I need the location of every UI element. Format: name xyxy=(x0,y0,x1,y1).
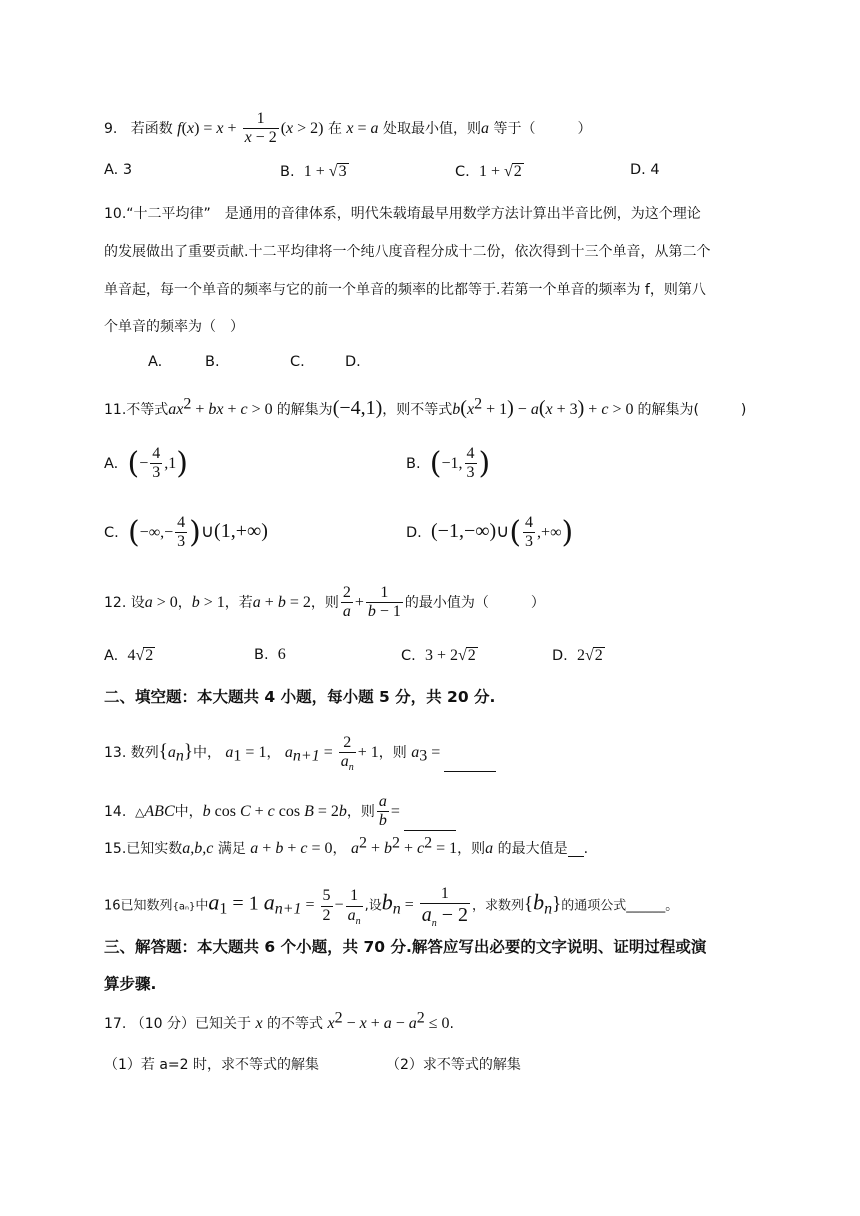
q9-text-mid: 在 xyxy=(327,120,342,137)
q10-option-a: A. xyxy=(148,354,163,370)
question-16: 16已知数列{aₙ}中$a_1 = 1$ $a_{n+1}$ = $\frac{5}{2}$ − $\frac{1}{a_n}$ ,设$b_n$ = $\frac{1}{a_n - 2}$ ，求数列$\{b_n\}$的通项公式______。 xyxy=(104,885,679,930)
q11-option-a: A. (− $\frac{4}{3}$ ,1) xyxy=(104,445,188,482)
q9-number: 9. xyxy=(104,120,118,137)
q11-option-b: B. (−1, $\frac{4}{3}$ ) xyxy=(406,445,491,482)
q12-option-a: A. 4√2 xyxy=(104,647,154,664)
section-2-heading: 二、填空题：本大题共 4 小题，每小题 5 分，共 20 分. xyxy=(104,688,496,706)
q11-option-d: D. (−1,−∞)∪( $\frac{4}{3}$ ,+∞) xyxy=(406,514,574,551)
q17-number: 17. xyxy=(104,1016,127,1032)
q10-line-3: 单音起，每一个单音的频率与它的前一个单音的频率的比都等于.若第一个单音的频率为 f，则第八 xyxy=(104,282,706,298)
question-13: 13. 数列$\{a_n\}$中， $a_1 = 1$， $a_{n+1}$ = $\frac{2}{a_n}$ + 1，则 $a_3$ = xyxy=(104,734,496,772)
q10-line-4: 个单音的频率为（ ） xyxy=(104,319,244,335)
q15-answer-blank[interactable] xyxy=(568,842,584,857)
q11-option-c: C. (−∞,− $\frac{4}{3}$ )∪(1,+∞) xyxy=(104,514,268,551)
q12-option-d: D. 2√2 xyxy=(552,647,603,664)
q14-number: 14. xyxy=(104,803,127,820)
q12-option-b: B. 6 xyxy=(254,646,286,663)
question-14: 14. △ABC中，b cos C + c cos B = 2b，则 $\frac{a}{b}$ = xyxy=(104,793,456,831)
question-17: 17. （10 分）已知关于 x 的不等式 $x^2 - x + a - a^2 \le 0$. xyxy=(104,1009,454,1032)
q16-number: 16 xyxy=(104,898,121,914)
question-11: 11.不等式$ax^2$ + bx + c > 0 的解集为(−4,1)，则不等式$b(x^2 + 1) - a(x + 3) + c > 0$ 的解集为( ) xyxy=(104,395,747,419)
q9-option-d: D. 4 xyxy=(630,162,660,178)
q17-part-1: （1）若 a=2 时，求不等式的解集 xyxy=(104,1057,320,1073)
section-3-heading-line-2: 算步骤. xyxy=(104,975,157,993)
q10-line-2: 的发展做出了重要贡献.十二平均律将一个纯八度音程分成十二份，依次得到十三个单音，从第二个 xyxy=(104,244,711,260)
q13-answer-blank[interactable] xyxy=(444,757,496,772)
question-15: 15.已知实数a,b,c 满足 a + b + c = 0， $a^2 + b^2 + c^2 = 1$，则a 的最大值是 . xyxy=(104,834,589,857)
q9-option-c: C. 1 + √2 xyxy=(455,163,522,180)
q9-function: f xyxy=(177,119,182,137)
q14-answer-blank[interactable] xyxy=(404,816,456,831)
q9-text-cond: 处取最小值，则 xyxy=(383,120,481,137)
q10-option-b: B. xyxy=(205,354,220,370)
question-12: 12. 设a > 0，b > 1，若a + b = 2，则 $\frac{2}{a}$ + $\frac{1}{b - 1}$ 的最小值为（ ） xyxy=(104,584,545,621)
q12-option-c: C. 3 + 2√2 xyxy=(401,647,476,664)
q10-option-d: D. xyxy=(345,354,361,370)
q15-number: 15. xyxy=(104,841,127,857)
section-3-heading-line-1: 三、解答题：本大题共 6 个小题，共 70 分.解答应写出必要的文字说明、证明过程或演 xyxy=(104,938,707,956)
q13-number: 13. xyxy=(104,744,127,761)
q11-number: 11. xyxy=(104,402,127,418)
q17-part-2: （2）求不等式的解集 xyxy=(386,1057,521,1073)
q10-line-1: 10.“十二平均律” 是通用的音律体系，明代朱载堉最早用数学方法计算出半音比例，为这个理论 xyxy=(104,206,701,222)
q9-fraction: $\frac{1}{x - 2}$ xyxy=(244,110,277,147)
q9-text-pre: 若函数 xyxy=(130,120,173,137)
q9-option-a: A. 3 xyxy=(104,162,133,178)
q10-option-c: C. xyxy=(290,354,305,370)
q9-text-post: 等于（ ） xyxy=(493,120,592,137)
question-9: 9. 若函数 f(x) = x + $\frac{1}{x - 2}$ (x > 2) 在 x = a 处取最小值，则a 等于（ ） xyxy=(104,110,592,147)
q12-number: 12. xyxy=(104,594,127,611)
q9-option-b: B. 1 + √3 xyxy=(280,163,347,180)
